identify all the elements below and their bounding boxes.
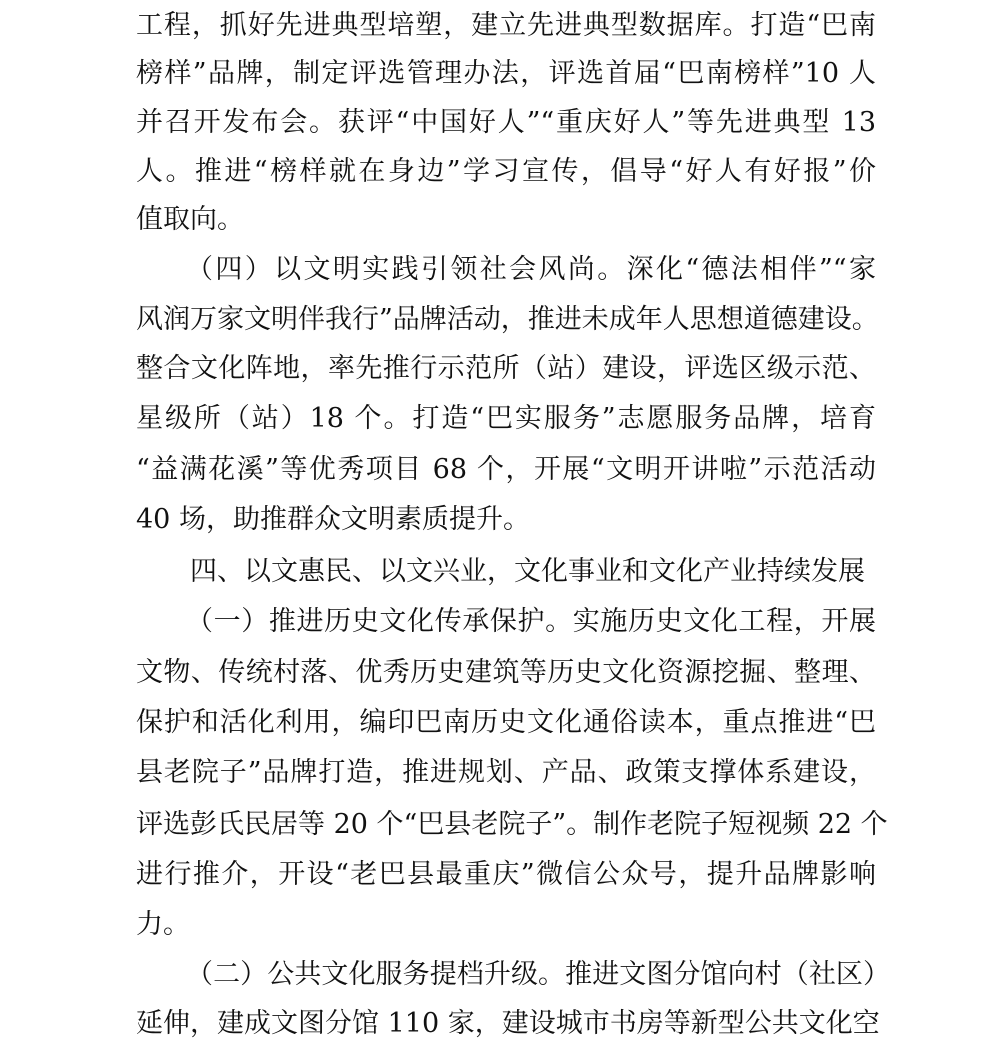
paragraph-line: 延伸，建成文图分馆 110 家，建设城市书房等新型公共文化空 [136, 1008, 880, 1039]
section-heading-line: （四）以文明实践引领社会风尚。深化“德法相伴”“家 [186, 254, 876, 285]
paragraph-line: 40 场，助推群众文明素质提升。 [136, 504, 530, 535]
paragraph-line: 人。推进“榜样就在身边”学习宣传，倡导“好人有好报”价 [136, 156, 876, 187]
section-heading-line: （二）公共文化服务提档升级。推进文图分馆向村（社区） [186, 959, 890, 990]
section-heading-line: （一）推进历史文化传承保护。实施历史文化工程，开展 [186, 606, 876, 637]
paragraph-line: 进行推介，开设“老巴县最重庆”微信公众号，提升品牌影响 [136, 859, 876, 890]
paragraph-line: 星级所（站）18 个。打造“巴实服务”志愿服务品牌，培育 [136, 403, 876, 434]
paragraph-line: 文物、传统村落、优秀历史建筑等历史文化资源挖掘、整理、 [136, 657, 876, 688]
paragraph-line: 保护和活化利用，编印巴南历史文化通俗读本，重点推进“巴 [136, 707, 876, 738]
paragraph-line: 榜样”品牌，制定评选管理办法，评选首届“巴南榜样”10 人 [136, 58, 876, 89]
paragraph-line: 整合文化阵地，率先推行示范所（站）建设，评选区级示范、 [136, 353, 876, 384]
paragraph-line: 并召开发布会。获评“中国好人”“重庆好人”等先进典型 13 [136, 107, 876, 138]
paragraph-line: 县老院子”品牌打造，推进规划、产品、政策支撑体系建设， [136, 757, 876, 788]
paragraph-line: 评选彭氏民居等 20 个“巴县老院子”。制作老院子短视频 22 个 [136, 809, 888, 840]
paragraph-line: 工程，抓好先进典型培塑，建立先进典型数据库。打造“巴南 [136, 10, 876, 41]
paragraph-line: “益满花溪”等优秀项目 68 个，开展“文明开讲啦”示范活动 [136, 454, 876, 485]
paragraph-line: 值取向。 [136, 204, 244, 235]
chapter-heading: 四、以文惠民、以文兴业，文化事业和文化产业持续发展 [190, 556, 865, 587]
paragraph-line: 风润万家文明伴我行”品牌活动，推进未成年人思想道德建设。 [136, 304, 879, 335]
paragraph-line: 力。 [136, 909, 190, 940]
